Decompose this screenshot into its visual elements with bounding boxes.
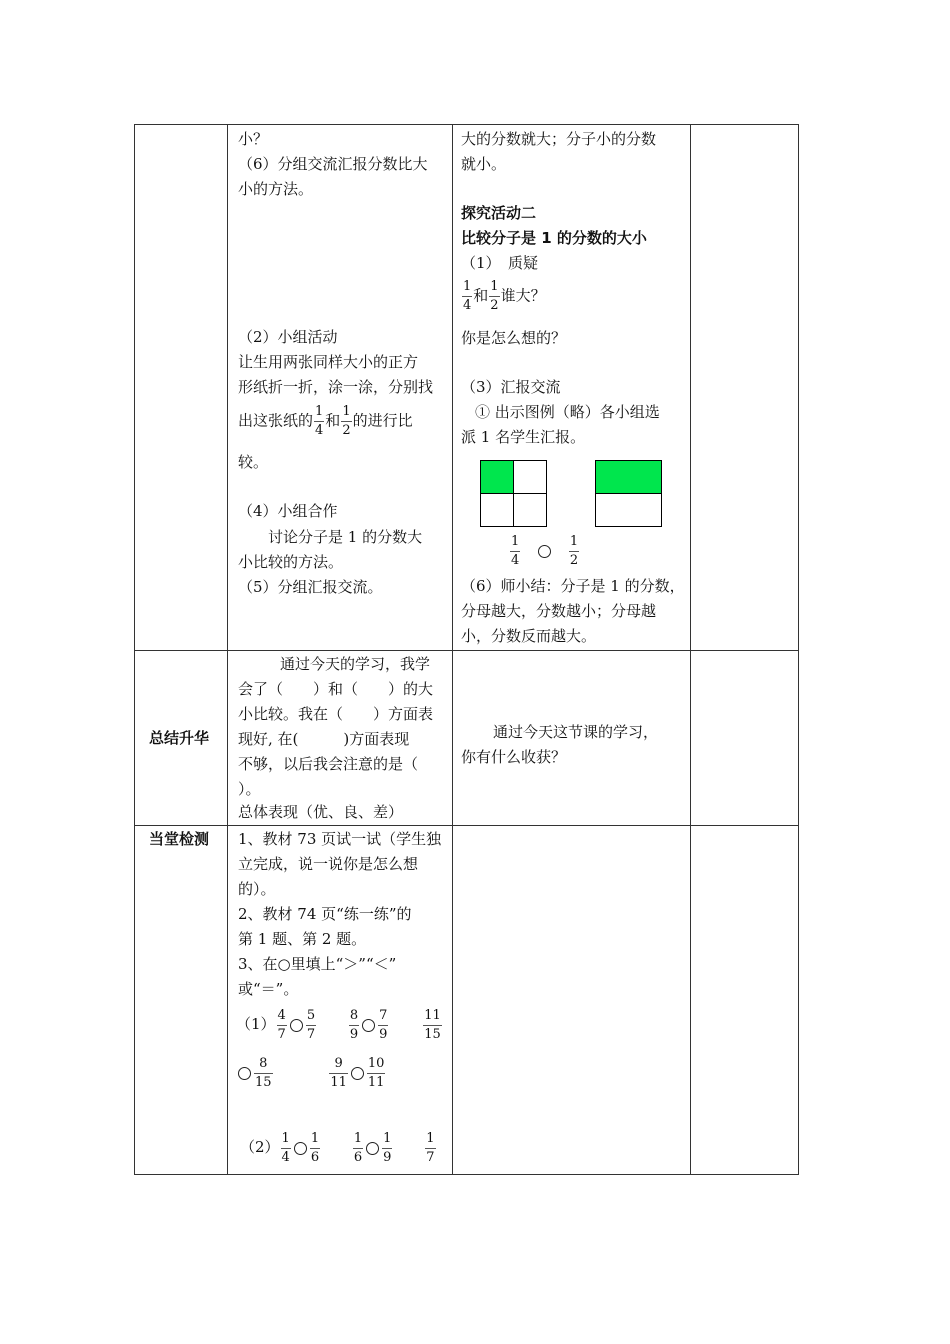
fraction-one-quarter [314, 405, 324, 438]
text-line: 总体表现（优、良、差） [238, 803, 404, 821]
text-line: （5）分组汇报交流。 [238, 578, 383, 596]
text-line: 不够，以后我会注意的是（ [238, 755, 419, 773]
denominator: 11 [330, 1074, 347, 1090]
text-line: 你是怎么想的？ [461, 329, 567, 347]
row3-teacher-cell [453, 826, 691, 1175]
compare-circle [290, 1019, 303, 1032]
row1-activity-cell [228, 125, 453, 651]
text-line: 分母越大，分数越小；分母越 [461, 602, 657, 620]
text-fragment: 和 [325, 411, 341, 430]
denominator: 2 [490, 298, 499, 313]
fraction [349, 1009, 359, 1042]
fraction [310, 1132, 320, 1165]
text-line: （4）小组合作 [238, 502, 338, 520]
numerator: 1 [315, 404, 324, 419]
text-line: 通过今天的学习，我学 [280, 655, 431, 673]
exercise-number: （1） [236, 1015, 276, 1033]
text-line: 大的分数就大；分子小的分数 [461, 130, 657, 148]
numerator: 1 [426, 1130, 435, 1146]
denominator: 6 [353, 1149, 363, 1165]
compare-circle [294, 1142, 307, 1155]
numerator: 7 [379, 1007, 388, 1023]
fraction [306, 1009, 316, 1042]
numerator: 1 [490, 279, 499, 294]
text-line: 1、教材 73 页试一试（学生独 [238, 830, 442, 848]
text-fragment: 和 [473, 286, 489, 305]
text-line: ① 出示图例（略）各小组选 [475, 403, 660, 421]
text-line: 会了（ ）和（ ）的大 [238, 680, 434, 698]
numerator: 1 [353, 1130, 363, 1146]
row-label: 当堂检测 [149, 830, 210, 848]
text-line-with-fractions [238, 405, 413, 438]
fraction [254, 1057, 273, 1090]
compare-circle [351, 1067, 364, 1080]
text-line: 3、在○里填上“＞”“＜” [238, 955, 397, 973]
lesson-table [134, 124, 799, 1175]
denominator: 7 [277, 1026, 286, 1042]
denominator: 2 [342, 423, 351, 438]
text-line: 你有什么收获？ [461, 748, 567, 766]
text-line: 通过今天这节课的学习， [493, 723, 659, 741]
numerator: 1 [569, 533, 579, 549]
compare-circle [238, 1067, 251, 1080]
row2-activity-cell [228, 651, 453, 826]
fraction [367, 1057, 386, 1090]
text-line: 小比较的方法。 [238, 553, 344, 571]
text-line: 小，分数反而越大。 [461, 627, 597, 645]
denominator: 15 [424, 1026, 441, 1042]
text-line: 派 1 名学生汇报。 [461, 428, 586, 446]
text-line: 的）。 [238, 880, 276, 898]
row1-teacher-cell [453, 125, 691, 651]
fraction [382, 1132, 392, 1165]
fraction [281, 1132, 291, 1165]
row2-label-cell [135, 651, 228, 826]
compare-circle [538, 545, 551, 558]
fraction-one-half [569, 535, 579, 568]
text-line: 讨论分子是 1 的分数大 [268, 528, 423, 546]
numerator: 1 [310, 1130, 320, 1146]
row1-notes-cell [691, 125, 799, 651]
numerator: 4 [277, 1007, 286, 1023]
text-line: （6）分组交流汇报分数比大 [238, 155, 428, 173]
text-line: 较。 [238, 453, 269, 471]
row3-notes-cell [691, 826, 799, 1175]
text-line: 小？ [238, 130, 269, 148]
denominator: 11 [367, 1074, 385, 1090]
numerator: 8 [349, 1007, 359, 1023]
text-fragment: 谁大？ [500, 286, 546, 305]
row2-notes-cell [691, 651, 799, 826]
numerator: 5 [306, 1007, 316, 1023]
fraction-one-half [341, 405, 351, 438]
row1-label-cell [135, 125, 228, 651]
numerator: 1 [281, 1130, 290, 1146]
fraction [353, 1132, 363, 1165]
denominator: 4 [315, 423, 324, 438]
denominator: 4 [463, 298, 472, 313]
text-line: ）。 [238, 780, 261, 798]
text-line: 就小。 [461, 155, 507, 173]
denominator: 7 [306, 1026, 316, 1042]
fraction [425, 1132, 435, 1165]
text-line: 现好, 在( )方面表现 [238, 730, 410, 748]
text-line: 2、教材 74 页“练一练”的 [238, 905, 412, 923]
text-line: 让生用两张同样大小的正方 [238, 353, 419, 371]
numerator: 10 [367, 1055, 385, 1071]
row2-teacher-cell [453, 651, 691, 826]
text-fragment: 的进行比 [352, 411, 413, 430]
text-line: （1） 质疑 [461, 254, 539, 272]
text-line: 或“＝”。 [238, 980, 299, 998]
row-label: 总结升华 [149, 729, 210, 747]
denominator: 15 [255, 1074, 272, 1090]
text-line: 形纸折一折，涂一涂，分别找 [238, 378, 434, 396]
denominator: 9 [383, 1149, 392, 1165]
section-heading: 探究活动二 [461, 204, 537, 222]
exercise-2-line [240, 1129, 437, 1165]
text-line: （6）师小结：分子是 1 的分数， [461, 577, 685, 595]
row3-label-cell [135, 826, 228, 1175]
denominator: 6 [310, 1149, 320, 1165]
exercise-number: （2） [240, 1138, 280, 1156]
numerator: 1 [383, 1130, 392, 1146]
text-line-with-fractions [461, 280, 546, 313]
text-fragment: 出这张纸的 [238, 411, 314, 430]
numerator: 8 [259, 1055, 268, 1071]
text-line: 立完成，说一说你是怎么想 [238, 855, 419, 873]
numerator: 1 [342, 404, 351, 419]
fraction-one-quarter [510, 535, 520, 568]
fraction-comparison [509, 530, 580, 570]
exercise-1-line-b [236, 1054, 386, 1090]
compare-circle [362, 1019, 375, 1032]
compare-circle [366, 1142, 379, 1155]
fraction [329, 1057, 348, 1090]
fraction [378, 1009, 388, 1042]
numerator: 1 [463, 279, 472, 294]
denominator: 2 [569, 552, 579, 568]
text-line: 小的方法。 [238, 180, 314, 198]
row3-activity-cell [228, 826, 453, 1175]
text-line: （2）小组活动 [238, 328, 338, 346]
fraction-one-quarter [462, 280, 472, 313]
text-line: 小比较。我在（ ）方面表 [238, 705, 434, 723]
numerator: 1 [511, 533, 520, 549]
numerator: 11 [424, 1007, 441, 1023]
denominator: 9 [379, 1026, 388, 1042]
section-heading: 比较分子是 1 的分数的大小 [461, 229, 647, 247]
text-line: 第 1 题、第 2 题。 [238, 930, 367, 948]
exercise-1-line-a [236, 1006, 443, 1042]
denominator: 9 [349, 1026, 359, 1042]
denominator: 7 [426, 1149, 435, 1165]
numerator: 9 [334, 1055, 343, 1071]
fraction [423, 1009, 442, 1042]
fraction [277, 1009, 287, 1042]
text-line: （3）汇报交流 [461, 378, 561, 396]
fraction-one-half [489, 280, 499, 313]
denominator: 4 [281, 1149, 290, 1165]
denominator: 4 [511, 552, 520, 568]
